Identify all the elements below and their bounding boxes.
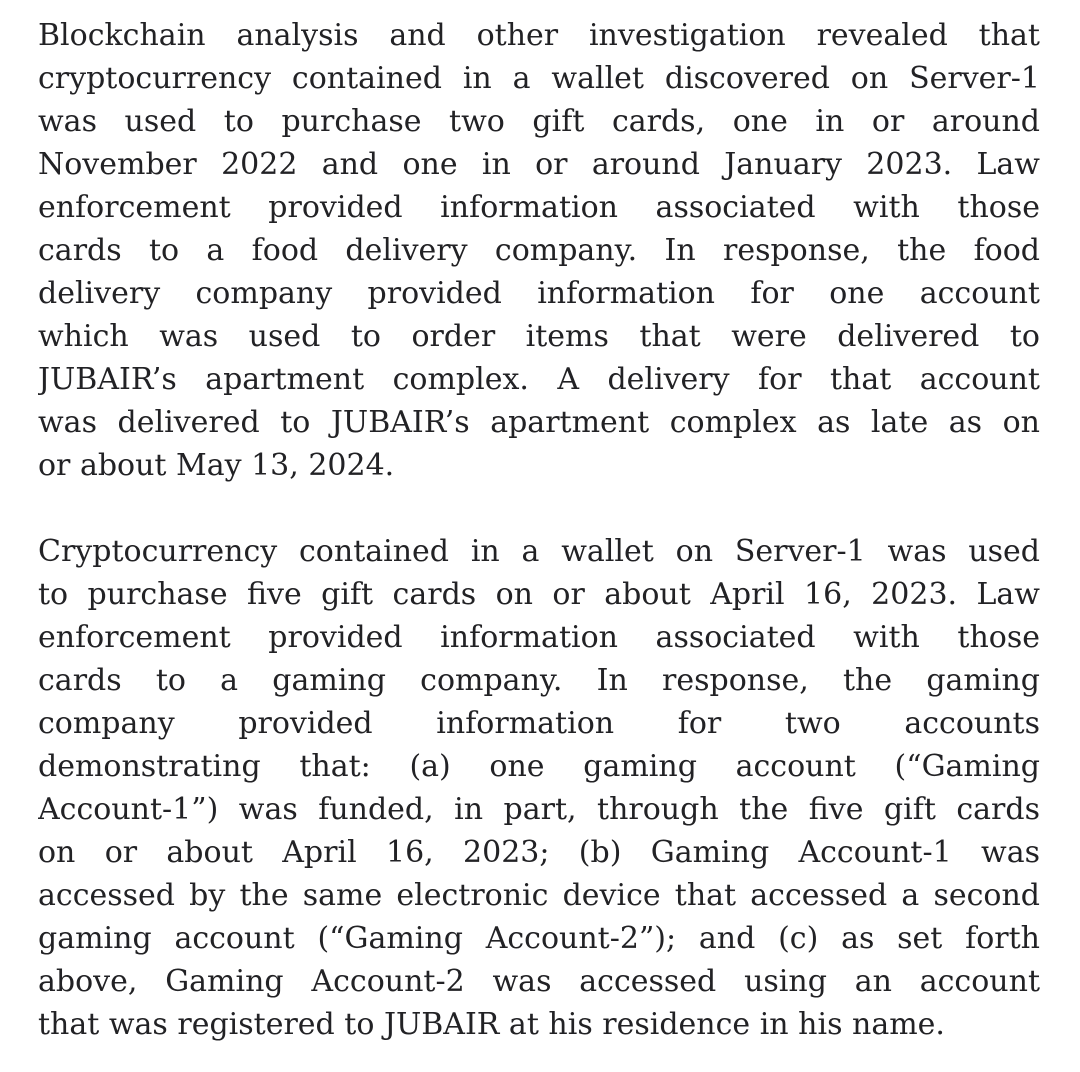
paragraph-gaming-accounts [38,530,1040,1046]
text-line: cards to a food delivery company. In response, the food [38,233,1040,268]
text-line: above, Gaming Account-2 was accessed using an account [38,964,1040,999]
text-line: that was registered to JUBAIR at his residence in his name. [38,1007,945,1042]
text-line: demonstrating that: (a) one gaming account (“Gaming [38,749,1040,784]
text-line: Blockchain analysis and other investigation revealed that [38,18,1040,53]
text-line: on or about April 16, 2023; (b) Gaming Account-1 was [38,835,1040,870]
text-line: accessed by the same electronic device that accessed a second [38,878,1040,913]
text-line: gaming account (“Gaming Account-2”); and (c) as set forth [38,921,1040,956]
text-line: cards to a gaming company. In response, the gaming [38,663,1040,698]
text-line: company provided information for two accounts [38,706,1040,741]
document-body-text [38,14,1040,1046]
text-line: cryptocurrency contained in a wallet discovered on Server-1 [38,61,1040,96]
text-line: was delivered to JUBAIR’s apartment complex as late as on [38,405,1040,440]
text-line: enforcement provided information associated with those [38,620,1040,655]
text-line: enforcement provided information associated with those [38,190,1040,225]
text-line: Account-1”) was funded, in part, through the five gift cards [38,792,1040,827]
text-line: or about May 13, 2024. [38,448,395,483]
text-line: to purchase five gift cards on or about April 16, 2023. Law [38,577,1040,612]
text-line: was used to purchase two gift cards, one in or around [38,104,1040,139]
text-line: JUBAIR’s apartment complex. A delivery for that account [38,362,1040,397]
text-line: Cryptocurrency contained in a wallet on Server-1 was used [38,534,1040,569]
text-line: delivery company provided information for one account [38,276,1040,311]
text-line: which was used to order items that were delivered to [38,319,1040,354]
text-line: November 2022 and one in or around January 2023. Law [38,147,1040,182]
paragraph-food-delivery-gift-cards [38,14,1040,487]
